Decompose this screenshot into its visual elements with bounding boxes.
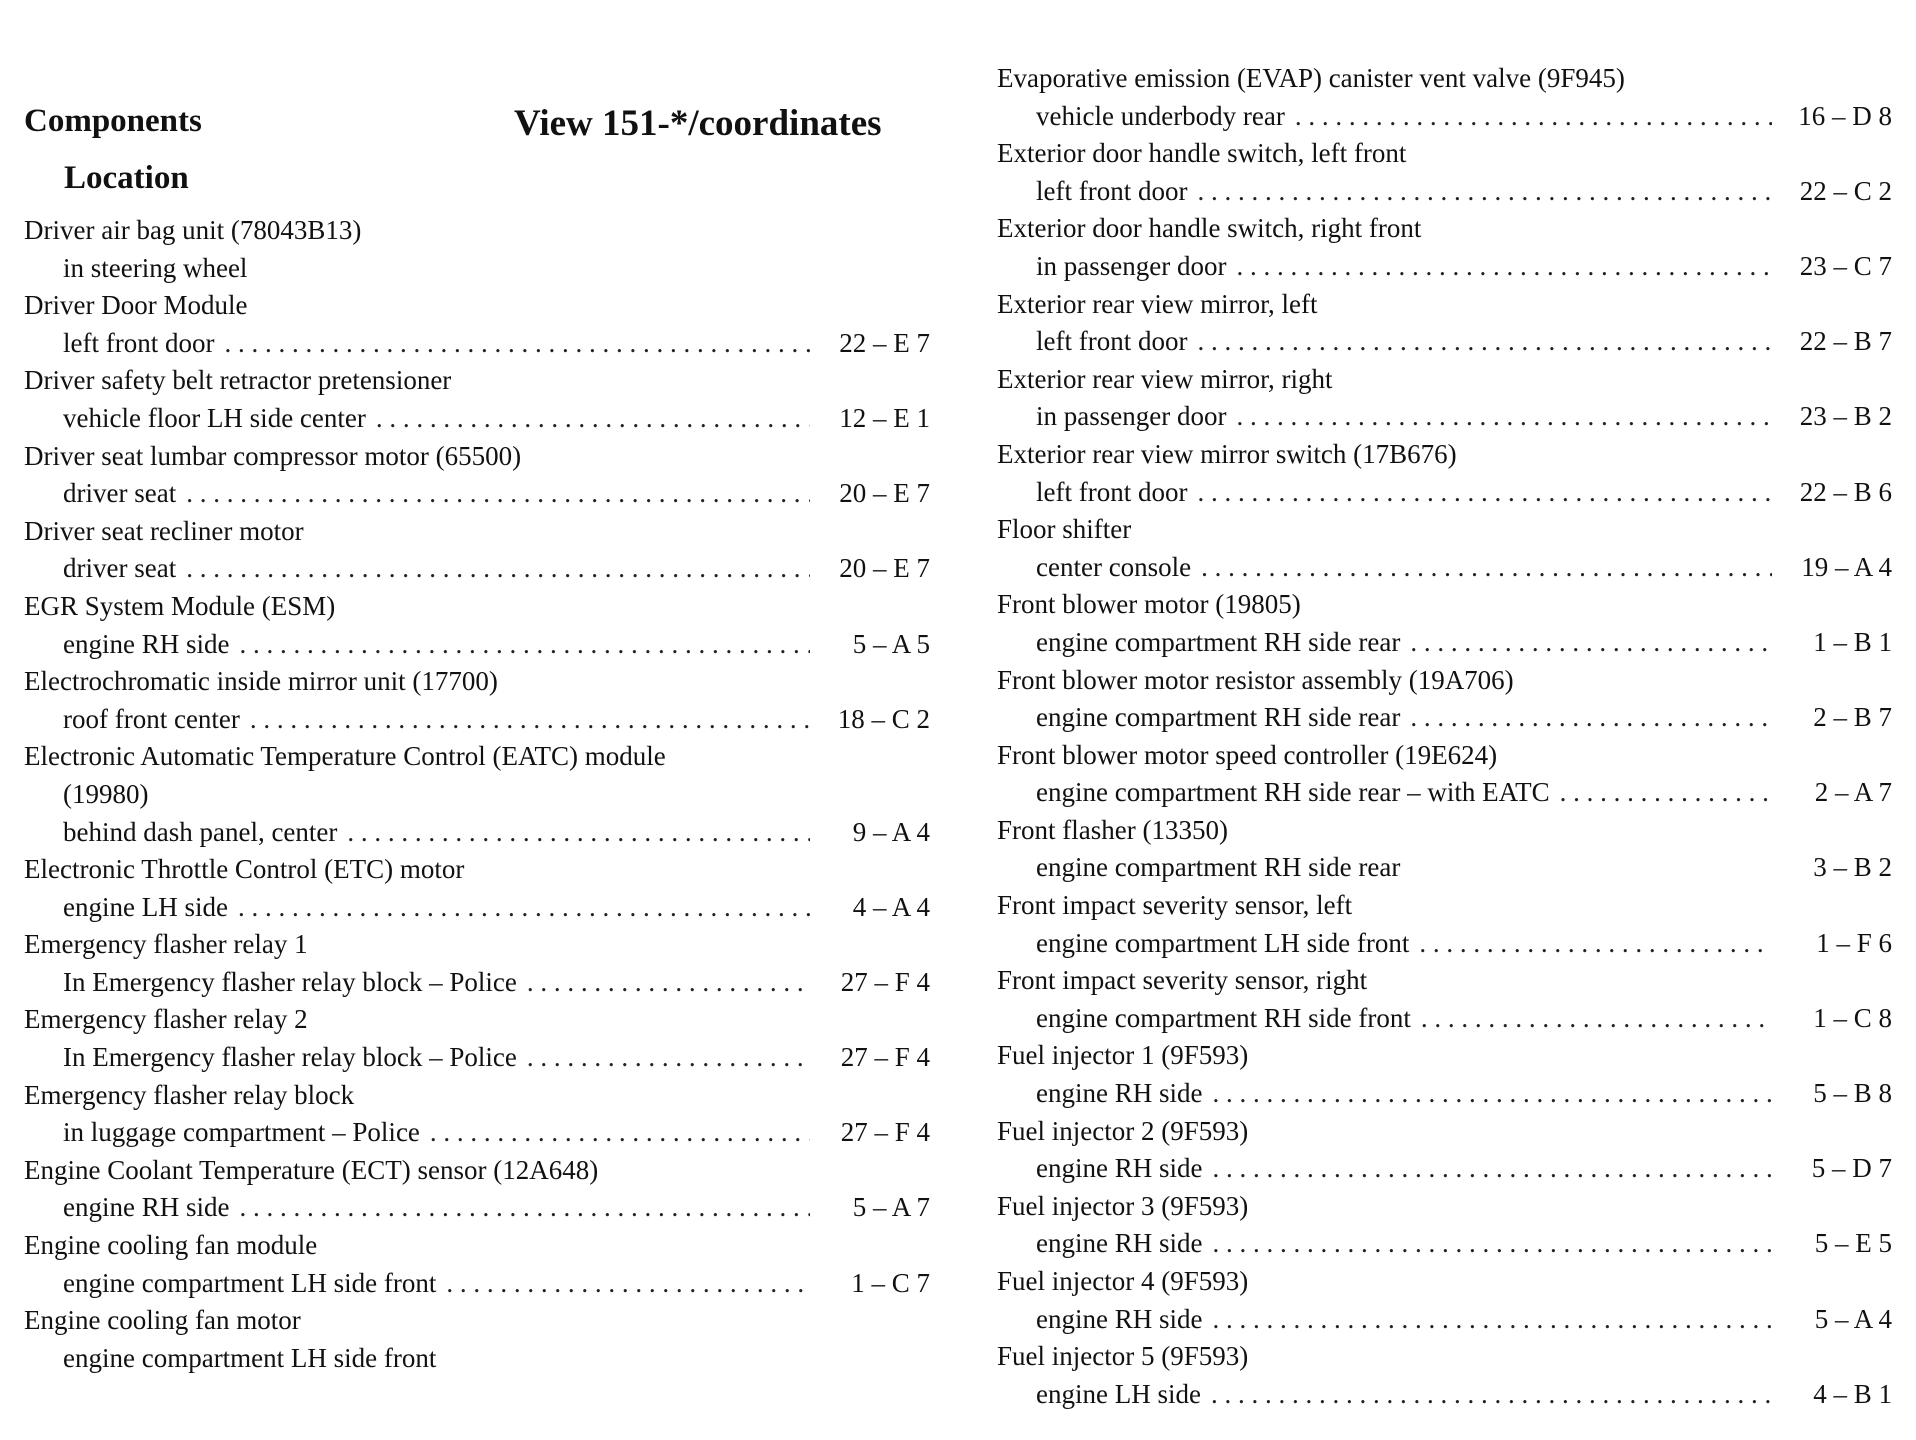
component-name: Front impact severity sensor, right [997,965,1368,996]
location-text: engine LH side [1036,1378,1201,1409]
location-row [24,475,930,513]
component-entry [24,926,930,1001]
location-text: left front door [1036,175,1188,206]
location-row [997,849,1892,887]
location-row [24,550,930,588]
location-text: engine compartment LH side front [63,1342,437,1373]
view-coordinate: 2 – B 7 [1813,702,1892,733]
dot-leader [1560,774,1772,812]
dot-leader [1236,398,1772,436]
component-name: Driver Door Module [24,290,248,321]
location-row [997,1376,1892,1414]
location-text: In Emergency flasher relay block – Police [63,1042,517,1073]
view-coordinate: 5 – A 4 [1814,1303,1892,1334]
component-name: Evaporative emission (EVAP) canister vent valve (9F945) [997,63,1625,93]
component-entry [24,287,930,362]
location-text: engine compartment RH side front [1036,1002,1411,1033]
component-name: Driver safety belt retractor pretensioner [24,365,452,396]
component-entry [24,1302,930,1377]
dot-leader [186,550,810,588]
location-text: driver seat [63,478,177,509]
dot-leader [376,400,810,438]
component-name: Front blower motor speed controller (19E624) [997,739,1498,770]
location-text: engine compartment RH side rear [1036,626,1401,657]
view-coordinate: 20 – E 7 [839,478,930,509]
location-text: In Emergency flasher relay block – Police [63,966,517,997]
location-row [24,1189,930,1227]
location-text: left front door [63,327,215,358]
dot-leader [1410,699,1772,737]
component-entry [24,738,930,851]
component-name: Driver seat lumbar compressor motor (65500) [24,440,522,471]
view-coordinate: 27 – F 4 [840,1042,930,1073]
component-name: Front blower motor (19805) [997,589,1301,620]
component-entry [24,663,930,738]
dot-leader [527,1039,810,1077]
dot-leader [1201,549,1772,587]
dot-leader [527,964,810,1002]
location-row [24,400,930,438]
view-coordinate: 4 – B 1 [1813,1378,1892,1409]
component-entry [997,511,1892,586]
component-name: Emergency flasher relay 2 [24,1004,308,1035]
view-coordinate: 1 – B 1 [1813,626,1892,657]
component-name: Exterior rear view mirror, right [997,363,1333,394]
component-name: Emergency flasher relay block [24,1079,355,1110]
location-row [24,325,930,363]
dot-leader [446,1265,810,1303]
component-name: Exterior door handle switch, right front [997,213,1422,244]
location-text: engine RH side [1036,1303,1203,1334]
component-entry [997,60,1892,135]
location-row [24,964,930,1002]
location-text: in luggage compartment – Police [63,1117,420,1148]
location-row [997,624,1892,662]
dot-leader [1212,1075,1772,1113]
component-entry [997,962,1892,1037]
right-column [997,60,1892,1413]
location-row [24,814,930,852]
location-text: engine compartment RH side rear – with EATC [1036,777,1550,808]
component-entry [997,286,1892,361]
view-coordinate: 1 – C 7 [851,1267,930,1298]
dot-leader [1212,1150,1772,1188]
component-name: Driver seat recliner motor [24,515,304,546]
view-coordinate: 27 – F 4 [840,966,930,997]
component-name: Fuel injector 1 (9F593) [997,1040,1249,1071]
view-coordinate: 2 – A 7 [1814,777,1892,808]
location-row [24,1265,930,1303]
component-entry [997,1113,1892,1188]
view-coordinate: 23 – B 2 [1799,401,1892,432]
component-name-continued: (19980) [63,778,149,809]
component-name: Exterior door handle switch, left front [997,138,1407,169]
location-row [997,474,1892,512]
location-row [24,701,930,739]
component-name: Exterior rear view mirror, left [997,288,1318,319]
location-text: engine LH side [63,891,228,922]
dot-leader [1211,1376,1772,1414]
view-coordinate: 5 – B 8 [1813,1078,1892,1109]
location-row [997,1225,1892,1263]
component-entry [997,1263,1892,1338]
view-coordinates-caption: View 151-*/coordinates [514,103,882,144]
component-entry [24,1077,930,1152]
location-text: driver seat [63,553,177,584]
section-subtitle: Location [64,160,189,196]
component-entry [997,436,1892,511]
dot-leader [430,1114,810,1152]
component-name: Engine Coolant Temperature (ECT) sensor (12A648) [24,1154,599,1185]
location-text: left front door [1036,476,1188,507]
location-row [997,398,1892,436]
view-coordinate: 5 – A 5 [852,628,930,659]
component-entry [997,1188,1892,1263]
component-name: Fuel injector 2 (9F593) [997,1115,1249,1146]
location-row [24,889,930,927]
location-row [997,173,1892,211]
component-entry [24,1152,930,1227]
location-row [997,323,1892,361]
component-name: Fuel injector 5 (9F593) [997,1341,1249,1372]
component-name: Engine cooling fan module [24,1230,318,1261]
view-coordinate: 18 – C 2 [837,703,930,734]
location-row [997,1150,1892,1188]
view-coordinate: 22 – E 7 [839,327,930,358]
location-row [997,98,1892,136]
dot-leader [1236,248,1772,286]
location-text: vehicle underbody rear [1036,100,1285,131]
view-coordinate: 1 – F 6 [1816,927,1892,958]
location-text: engine RH side [1036,1228,1203,1259]
view-coordinate: 22 – B 7 [1799,326,1892,357]
dot-leader [250,701,810,739]
location-text: vehicle floor LH side center [63,402,366,433]
component-entry [997,812,1892,887]
location-text: behind dash panel, center [63,816,338,847]
location-text: engine RH side [1036,1153,1203,1184]
left-column [24,212,930,1377]
location-text: in passenger door [1036,401,1227,432]
location-text: engine RH side [63,1192,230,1223]
location-row [997,1000,1892,1038]
location-row [24,250,930,288]
dot-leader [1295,98,1772,136]
dot-leader [1197,323,1772,361]
view-coordinate: 22 – C 2 [1799,175,1892,206]
view-coordinate: 27 – F 4 [840,1117,930,1148]
dot-leader [347,814,810,852]
component-entry [997,887,1892,962]
dot-leader [238,889,810,927]
location-text: in steering wheel [63,252,248,283]
view-coordinate: 23 – C 7 [1799,250,1892,281]
section-title: Components [24,103,202,139]
location-text: engine RH side [1036,1078,1203,1109]
view-coordinate: 16 – D 8 [1798,100,1892,131]
dot-leader [239,626,810,664]
location-row [24,1039,930,1077]
dot-leader [239,1189,810,1227]
component-entry [24,1001,930,1076]
component-entry [997,361,1892,436]
view-coordinate: 3 – B 2 [1813,852,1892,883]
component-name: Floor shifter [997,514,1132,545]
location-row [997,1075,1892,1113]
component-entry [997,586,1892,661]
component-name: Electronic Automatic Temperature Control (EATC) module [24,741,666,772]
location-row [24,1114,930,1152]
dot-leader [1197,474,1772,512]
component-entry [24,513,930,588]
location-text: left front door [1036,326,1188,357]
view-coordinate: 9 – A 4 [852,816,930,847]
location-text: engine compartment LH side front [1036,927,1410,958]
dot-leader [186,475,810,513]
component-name: Engine cooling fan motor [24,1305,301,1336]
component-entry [24,212,930,287]
component-entry [24,1227,930,1302]
component-name: Electrochromatic inside mirror unit (17700) [24,666,498,697]
component-entry [997,737,1892,812]
component-name: Electronic Throttle Control (ETC) motor [24,854,465,885]
component-name: Front flasher (13350) [997,814,1228,845]
component-entry [24,362,930,437]
location-text: center console [1036,551,1192,582]
component-name: Driver air bag unit (78043B13) [24,215,362,245]
view-coordinate: 1 – C 8 [1813,1002,1892,1033]
location-row [997,1301,1892,1339]
component-entry [997,1338,1892,1413]
view-coordinate: 20 – E 7 [839,553,930,584]
view-coordinate: 19 – A 4 [1801,551,1892,582]
location-row [997,549,1892,587]
component-name: Fuel injector 4 (9F593) [997,1266,1249,1296]
location-row [997,774,1892,812]
location-text: engine compartment LH side front [63,1267,437,1298]
component-entry [24,851,930,926]
component-entry [24,588,930,663]
component-name: Emergency flasher relay 1 [24,929,308,960]
location-text: engine compartment RH side rear [1036,852,1401,883]
dot-leader [1421,1000,1772,1038]
view-coordinate: 12 – E 1 [839,402,930,433]
dot-leader [224,325,810,363]
component-name: Fuel injector 3 (9F593) [997,1190,1249,1221]
location-text: engine compartment RH side rear [1036,702,1401,733]
component-entry [997,210,1892,285]
location-row [24,1340,930,1378]
location-row [997,699,1892,737]
component-name: EGR System Module (ESM) [24,590,336,621]
location-text: in passenger door [1036,250,1227,281]
view-coordinate: 5 – A 7 [852,1192,930,1223]
component-name: Front blower motor resistor assembly (19A706) [997,664,1514,695]
component-entry [997,135,1892,210]
component-entry [24,438,930,513]
location-text: engine RH side [63,628,230,659]
view-coordinate: 22 – B 6 [1799,476,1892,507]
dot-leader [1212,1301,1772,1339]
location-row [997,925,1892,963]
location-row [24,626,930,664]
view-coordinate: 4 – A 4 [852,891,930,922]
component-entry [997,1037,1892,1112]
view-coordinate: 5 – E 5 [1814,1228,1892,1259]
location-row [997,248,1892,286]
component-entry [997,662,1892,737]
dot-leader [1197,173,1772,211]
component-name: Exterior rear view mirror switch (17B676) [997,438,1457,469]
location-text: roof front center [63,703,240,734]
component-name: Front impact severity sensor, left [997,890,1353,921]
dot-leader [1419,925,1772,963]
dot-leader [1212,1225,1772,1263]
view-coordinate: 5 – D 7 [1811,1153,1892,1184]
dot-leader [1410,624,1772,662]
